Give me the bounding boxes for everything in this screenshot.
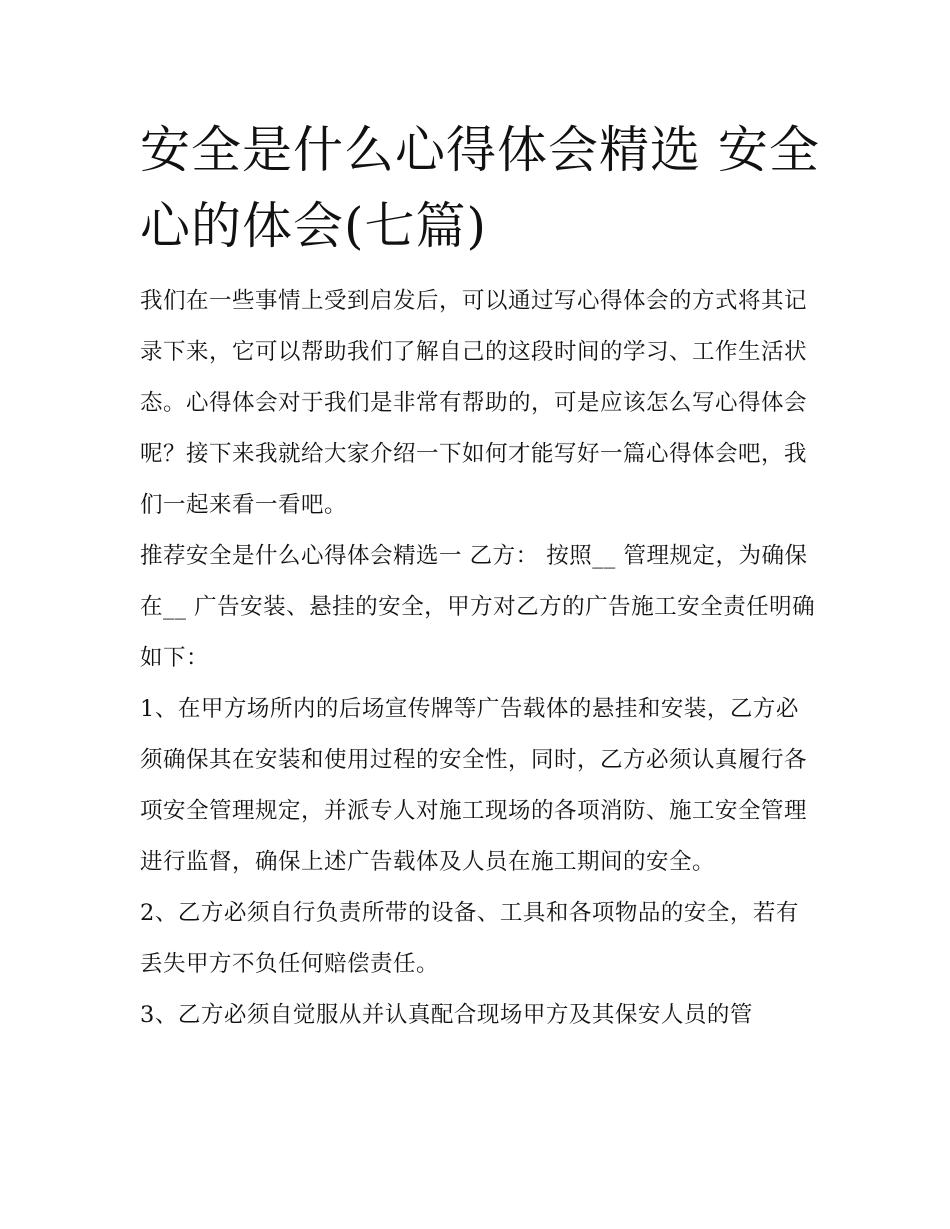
clause-3-paragraph: 3、乙方必须自觉服从并认真配合现场甲方及其保安人员的管 <box>140 1002 753 1028</box>
clause-1-paragraph: 1、在甲方场所内的后场宣传牌等广告载体的悬挂和安装，乙方必须确保其在安装和使用过程的安全性，同时，乙方必须认真履行各项安全管理规定，并派专人对施工现场的各项消防、施工安全管理进行监督，确保上述广告载体及人员在施工期间的安全。 <box>140 696 808 875</box>
document-body <box>140 276 820 1041</box>
document-title: 安全是什么心得体会精选 安全心的体会(七篇) <box>140 121 820 255</box>
recommend-paragraph: 推荐安全是什么心得体会精选一 乙方： 按照__ 管理规定，为确保在__ 广告安装、悬挂的安全，甲方对乙方的广告施工安全责任明确如下： <box>140 543 816 671</box>
clause-2-paragraph: 2、乙方必须自行负责所带的设备、工具和各项物品的安全，若有丢失甲方不负任何赔偿责任。 <box>140 900 799 977</box>
intro-paragraph: 我们在一些事情上受到启发后，可以通过写心得体会的方式将其记录下来，它可以帮助我们了解自己的这段时间的学习、工作生活状态。心得体会对于我们是非常有帮助的，可是应该怎么写心得体会呢？接下来我就给大家介绍一下如何才能写好一篇心得体会吧，我们一起来看一看吧。 <box>140 288 808 518</box>
